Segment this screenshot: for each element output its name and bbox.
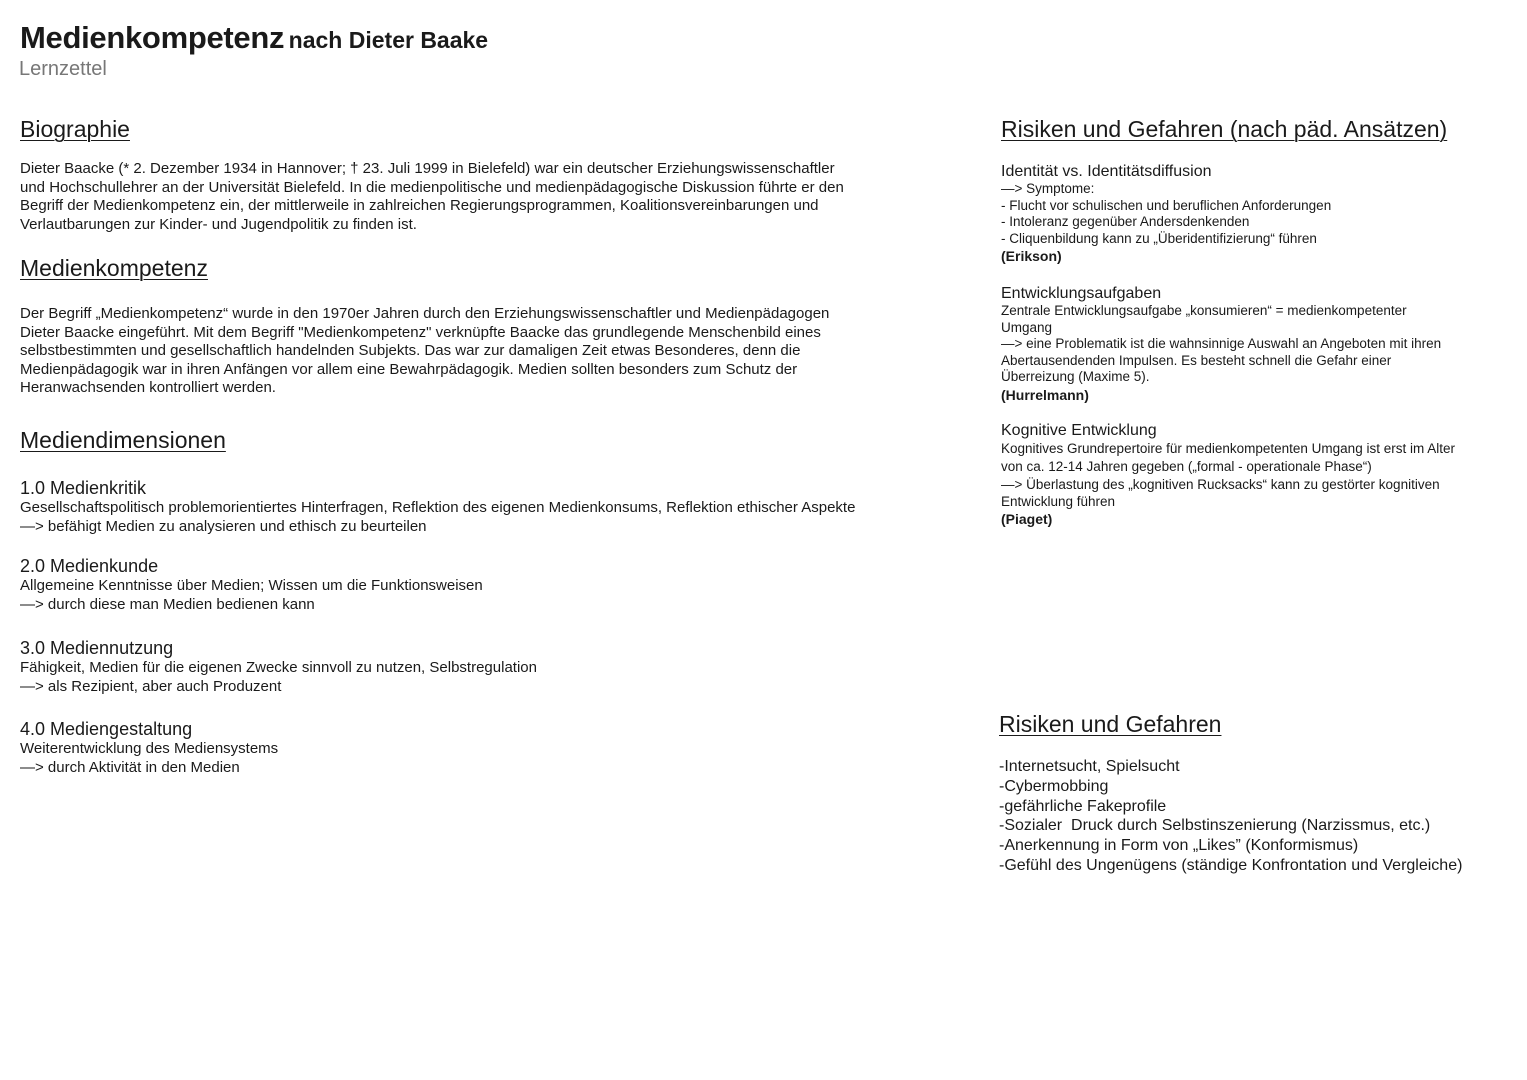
biography-line: Begriff der Medienkompetenz ein, der mittlerweile in zahlreichen Regierungsprogrammen, Koalitionsvereinbarungen und — [20, 197, 819, 214]
dimension-title: 1.0 Medienkritik — [20, 478, 147, 498]
dimension-line: —> durch Aktivität in den Medien — [20, 759, 240, 776]
dimension-line: —> als Rezipient, aber auch Produzent — [20, 678, 282, 695]
risk-block-line: Überreizung (Maxime 5). — [1001, 369, 1150, 385]
page-title: Medienkompetenz — [20, 20, 285, 55]
risks-heading: Risiken und Gefahren — [999, 711, 1222, 737]
risk-block-line: - Intoleranz gegenüber Andersdenkenden — [1001, 214, 1250, 230]
risk-block-title: Identität vs. Identitätsdiffusion — [1001, 163, 1212, 180]
dimension-item-mediengestaltung — [20, 719, 278, 777]
dimension-line: Allgemeine Kenntnisse über Medien; Wissen um die Funktionsweisen — [20, 577, 483, 594]
risk-block-line: Umgang — [1001, 319, 1053, 335]
risk-item: -Cybermobbing — [999, 777, 1109, 795]
dimension-title: 2.0 Medienkunde — [20, 556, 159, 576]
risk-item: -Internetsucht, Spielsucht — [999, 758, 1180, 775]
dimension-line: Fähigkeit, Medien für die eigenen Zwecke sinnvoll zu nutzen, Selbstregulation — [20, 659, 537, 676]
biography-line: Verlautbarungen zur Kinder- und Jugendpolitik zu finden ist. — [20, 215, 417, 233]
risk-block-author: (Hurrelmann) — [1001, 386, 1089, 403]
dimension-item-mediennutzung — [20, 638, 537, 696]
dimension-title: 3.0 Mediennutzung — [20, 638, 174, 658]
page-header — [20, 20, 488, 56]
dimension-title: 4.0 Mediengestaltung — [20, 719, 193, 739]
risk-block-identity — [1001, 162, 1331, 265]
risk-block-title: Entwicklungsaufgaben — [1001, 285, 1162, 302]
biography-text — [20, 160, 940, 234]
risk-item: -Sozialer Druck durch Selbstinszenierung (Narzissmus, etc.) — [999, 817, 1431, 835]
dimension-item-medienkunde — [20, 556, 483, 614]
competence-heading: Medienkompetenz — [20, 255, 208, 281]
risk-block-development — [1001, 284, 1441, 404]
competence-line: Der Begriff „Medienkompetenz“ wurde in den 1970er Jahren durch den Erziehungswissenschaftler und Medienpädagogen — [20, 305, 830, 322]
dimensions-section — [20, 427, 940, 454]
risk-block-line: - Cliquenbildung kann zu „Überidentifizierung“ führen — [1001, 230, 1317, 246]
risks-list — [999, 757, 1462, 876]
competence-line: Heranwachsenden kontrolliert werden. — [20, 379, 276, 396]
risk-block-line: —> Symptome: — [1001, 181, 1095, 196]
risk-block-line: —> Überlastung des „kognitiven Rucksacks“ kann zu gestörter kognitiven — [1001, 477, 1440, 492]
risk-block-cognitive — [1001, 421, 1455, 528]
page-title-suffix: nach Dieter Baake — [288, 27, 489, 53]
risk-block-line: Zentrale Entwicklungsaufgabe „konsumieren“ = medienkompetenter — [1001, 303, 1407, 318]
risk-block-line: von ca. 12-14 Jahren gegeben („formal - operationale Phase“) — [1001, 459, 1372, 474]
biography-heading: Biographie — [20, 116, 130, 142]
biography-section — [20, 116, 940, 234]
risk-block-line: Abertausendenden Impulsen. Es besteht schnell die Gefahr einer — [1001, 352, 1392, 368]
risk-block-title: Kognitive Entwicklung — [1001, 422, 1157, 439]
risks-section — [999, 711, 1509, 738]
risk-block-line: —> eine Problematik ist die wahnsinnige Auswahl an Angeboten mit ihren — [1001, 336, 1442, 352]
risk-item: -Gefühl des Ungenügens (ständige Konfrontation und Vergleiche) — [999, 856, 1463, 874]
dimension-line: Gesellschaftspolitisch problemorientiertes Hinterfragen, Reflektion des eigenen Medienkonsums, Reflektion ethischer Aspekte — [20, 499, 856, 516]
competence-line: Medienpädagogik war in ihren Anfängen vor allem eine Bewahrpädagogik. Medien sollten besonders zum Schutz der — [20, 360, 798, 378]
competence-section — [20, 255, 940, 398]
risk-item: -Anerkennung in Form von „Likes” (Konformismus) — [999, 837, 1359, 855]
dimension-line: Weiterentwicklung des Mediensystems — [20, 740, 279, 757]
dimensions-heading: Mediendimensionen — [20, 427, 226, 453]
risks-pedagogic-heading: Risiken und Gefahren (nach päd. Ansätzen) — [1001, 116, 1448, 142]
dimension-line: —> durch diese man Medien bedienen kann — [20, 596, 315, 613]
competence-line: selbstbestimmten und gesellschaftlich handelnden Subjekts. Das war zur damaligen Zeit etwas Besonderes, denn die — [20, 342, 801, 359]
dimension-line: —> befähigt Medien zu analysieren und ethisch zu beurteilen — [20, 518, 427, 535]
risks-pedagogic-section — [1001, 116, 1511, 143]
risk-block-author: (Piaget) — [1001, 511, 1053, 527]
biography-line: und Hochschullehrer an der Universität Bielefeld. In die medienpolitische und medienpädagogische Diskussion führte er den — [20, 178, 844, 196]
competence-line: Dieter Baacke eingeführt. Mit dem Begriff "Medienkompetenz" verknüpfte Baacke das grundlegende Menschenbild eines — [20, 323, 821, 341]
page-subtitle: Lernzettel — [19, 58, 107, 80]
risk-block-line: Entwicklung führen — [1001, 494, 1116, 509]
risk-item: -gefährliche Fakeprofile — [999, 797, 1167, 815]
biography-line: Dieter Baacke (* 2. Dezember 1934 in Hannover; † 23. Juli 1999 in Bielefeld) war ein deutscher Erziehungswissenschaftler — [20, 160, 835, 177]
risk-block-line: Kognitives Grundrepertoire für medienkompetenten Umgang ist erst im Alter — [1001, 441, 1455, 456]
competence-text — [20, 305, 940, 398]
dimension-item-medienkritik — [20, 478, 855, 536]
risk-block-line: - Flucht vor schulischen und beruflichen Anforderungen — [1001, 197, 1332, 213]
risk-block-author: (Erikson) — [1001, 248, 1062, 265]
